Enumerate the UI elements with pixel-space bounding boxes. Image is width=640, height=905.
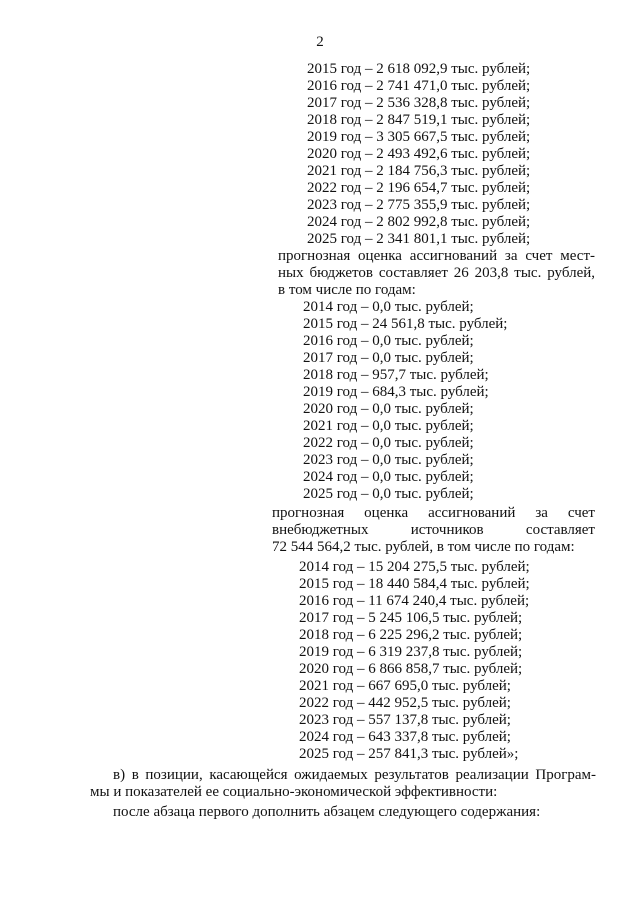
- paragraph-line: [272, 505, 595, 522]
- list-item: 2023 год – 2 775 355,9 тыс. рублей;: [307, 197, 531, 213]
- list-item: 2020 год – 6 866 858,7 тыс. рублей;: [299, 661, 523, 677]
- list-item: 2016 год – 11 674 240,4 тыс. рублей;: [299, 593, 530, 609]
- extra-budget-paragraph: [272, 505, 595, 556]
- paragraph-line: ных бюджетов составляет 26 203,8 тыс. рублей,: [278, 265, 595, 281]
- list-item: 2019 год – 3 305 667,5 тыс. рублей;: [307, 129, 531, 145]
- list-item: 2022 год – 0,0 тыс. рублей;: [303, 435, 474, 451]
- list-item: 2022 год – 2 196 654,7 тыс. рублей;: [307, 180, 531, 196]
- list-item: 2025 год – 2 341 801,1 тыс. рублей;: [307, 231, 531, 247]
- list-item: 2025 год – 257 841,3 тыс. рублей»;: [299, 746, 519, 762]
- word: за: [535, 505, 548, 521]
- list-item: 2015 год – 2 618 092,9 тыс. рублей;: [307, 61, 531, 77]
- list-item: 2019 год – 684,3 тыс. рублей;: [303, 384, 489, 400]
- word: оценка: [364, 505, 409, 521]
- list-item: 2015 год – 18 440 584,4 тыс. рублей;: [299, 576, 530, 592]
- list-item: 2023 год – 557 137,8 тыс. рублей;: [299, 712, 511, 728]
- list-item: 2017 год – 0,0 тыс. рублей;: [303, 350, 474, 366]
- page-number: 2: [316, 34, 324, 50]
- list-item: 2021 год – 0,0 тыс. рублей;: [303, 418, 474, 434]
- list-item: 2024 год – 2 802 992,8 тыс. рублей;: [307, 214, 531, 230]
- paragraph-line: [272, 522, 595, 539]
- list-item: 2020 год – 0,0 тыс. рублей;: [303, 401, 474, 417]
- list-item: 2014 год – 0,0 тыс. рублей;: [303, 299, 474, 315]
- word: прогнозная: [272, 505, 345, 521]
- word: счет: [567, 505, 595, 521]
- word: ассигнований: [428, 505, 516, 521]
- list-item: 2024 год – 643 337,8 тыс. рублей;: [299, 729, 511, 745]
- list-item: 2022 год – 442 952,5 тыс. рублей;: [299, 695, 511, 711]
- paragraph-line: прогнозная оценка ассигнований за счет мест-: [278, 248, 595, 264]
- list-item: 2015 год – 24 561,8 тыс. рублей;: [303, 316, 508, 332]
- list-item: 2014 год – 15 204 275,5 тыс. рублей;: [299, 559, 530, 575]
- paragraph-line: 72 544 564,2 тыс. рублей, в том числе по годам:: [272, 539, 575, 555]
- amendment-paragraph: после абзаца первого дополнить абзацем следующего содержания:: [113, 804, 541, 820]
- list-item: 2020 год – 2 493 492,6 тыс. рублей;: [307, 146, 531, 162]
- list-item: 2017 год – 5 245 106,5 тыс. рублей;: [299, 610, 523, 626]
- paragraph-line: в) в позиции, касающейся ожидаемых результатов реализации Програм-: [113, 767, 596, 783]
- word: составляет: [525, 522, 595, 538]
- paragraph-line: в том числе по годам:: [278, 282, 416, 298]
- list-item: 2018 год – 957,7 тыс. рублей;: [303, 367, 489, 383]
- list-item: 2016 год – 2 741 471,0 тыс. рублей;: [307, 78, 531, 94]
- word: внебюджетных: [272, 522, 369, 538]
- paragraph-line: мы и показателей ее социально-экономической эффективности:: [90, 784, 498, 800]
- list-item: 2025 год – 0,0 тыс. рублей;: [303, 486, 474, 502]
- list-item: 2024 год – 0,0 тыс. рублей;: [303, 469, 474, 485]
- local-budget-paragraph: [278, 248, 595, 299]
- list-item: 2018 год – 2 847 519,1 тыс. рублей;: [307, 112, 531, 128]
- word: источников: [410, 522, 484, 538]
- list-item: 2019 год – 6 319 237,8 тыс. рублей;: [299, 644, 523, 660]
- results-paragraph: [90, 767, 596, 801]
- list-item: 2017 год – 2 536 328,8 тыс. рублей;: [307, 95, 531, 111]
- list-item: 2023 год – 0,0 тыс. рублей;: [303, 452, 474, 468]
- list-item: 2018 год – 6 225 296,2 тыс. рублей;: [299, 627, 523, 643]
- list-item: 2016 год – 0,0 тыс. рублей;: [303, 333, 474, 349]
- list-item: 2021 год – 2 184 756,3 тыс. рублей;: [307, 163, 531, 179]
- list-item: 2021 год – 667 695,0 тыс. рублей;: [299, 678, 511, 694]
